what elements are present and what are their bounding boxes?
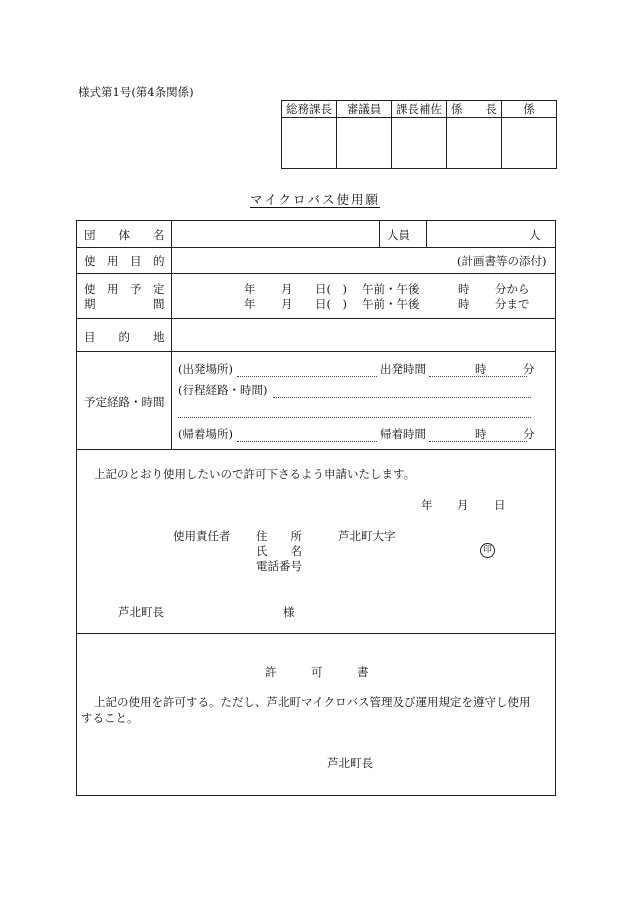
members-divider	[426, 221, 427, 247]
address-value: 芦北町大字	[338, 529, 396, 543]
start-month: 月	[281, 282, 293, 296]
departure-time-label: 出発時間	[380, 362, 426, 376]
stamp-box	[337, 118, 392, 169]
end-ampm: 午前・午後	[362, 297, 420, 311]
group-name-label: 団 体 名	[84, 228, 165, 242]
itinerary-line-2	[178, 417, 531, 418]
form-number: 様式第1号(第4条関係)	[78, 85, 194, 99]
stamp-box	[282, 118, 337, 169]
permit-text-1: 上記の使用を許可する。ただし、芦北町マイクロバス管理及び運用規定を遵守し使用	[94, 695, 531, 709]
application-form	[76, 220, 556, 796]
departure-place-label: (出発場所)	[178, 362, 233, 376]
members-divider	[379, 221, 380, 247]
return-time-label: 帰着時間	[380, 427, 426, 441]
end-minute: 分まで	[495, 297, 530, 311]
stamp-header-councillor: 審議員	[337, 101, 392, 118]
purpose-label: 使 用 目 的	[84, 254, 165, 268]
start-year: 年	[244, 282, 256, 296]
return-minute: 分	[523, 427, 535, 441]
end-month: 月	[281, 297, 293, 311]
stamp-header-staff: 係	[502, 101, 557, 118]
schedule-label-2: 期 間	[84, 297, 165, 311]
responsible-person-label: 使用責任者	[173, 529, 231, 543]
start-ampm: 午前・午後	[362, 282, 420, 296]
application-month: 月	[457, 498, 469, 512]
application-year: 年	[421, 498, 433, 512]
end-day: 日( )	[315, 297, 347, 311]
row-divider	[77, 449, 555, 450]
stamp-header-assistant-chief: 課長補佐	[392, 101, 447, 118]
members-unit: 人	[529, 228, 541, 242]
phone-label: 電話番号	[256, 559, 302, 573]
end-hour: 時	[458, 297, 470, 311]
row-divider	[77, 351, 555, 352]
address-label: 住 所	[256, 529, 302, 543]
return-hour: 時	[475, 427, 487, 441]
row-divider	[77, 318, 555, 319]
name-label: 氏 名	[256, 544, 302, 558]
stamp-box	[392, 118, 447, 169]
schedule-label-1: 使 用 予 定	[84, 282, 165, 296]
start-minute: 分から	[495, 282, 530, 296]
end-year: 年	[244, 297, 256, 311]
row-divider	[77, 633, 555, 634]
stamp-header-general-affairs-chief: 総務課長	[282, 101, 337, 118]
return-place-line	[237, 441, 377, 442]
return-place-label: (帰着場所)	[178, 427, 233, 441]
departure-place-line	[237, 376, 377, 377]
attachment-note: (計画書等の添付)	[457, 254, 547, 268]
application-statement: 上記のとおり使用したいので許可下さるよう申請いたします。	[94, 467, 416, 481]
document-title: マイクロバス使用願	[249, 192, 380, 207]
permit-text-2: すること。	[81, 711, 139, 725]
route-label: 予定経路・時間	[84, 395, 165, 409]
departure-hour: 時	[475, 362, 487, 376]
label-column-divider	[171, 221, 172, 449]
itinerary-label: (行程経路・時間)	[178, 383, 268, 397]
stamp-box	[502, 118, 557, 169]
application-day: 日	[494, 498, 506, 512]
permit-issuer: 芦北町長	[327, 756, 373, 770]
row-divider	[77, 247, 555, 248]
start-day: 日( )	[315, 282, 347, 296]
stamp-header-section-chief: 係 長	[447, 101, 502, 118]
honorific: 様	[283, 605, 295, 619]
addressee: 芦北町長	[118, 605, 164, 619]
seal-mark: 印	[480, 543, 495, 558]
members-label: 人員	[387, 228, 410, 242]
row-divider	[77, 273, 555, 274]
permit-title: 許 可 書	[265, 665, 369, 679]
stamp-box	[447, 118, 502, 169]
approval-stamp-table	[281, 100, 557, 169]
departure-minute: 分	[523, 362, 535, 376]
destination-label: 目 的 地	[84, 330, 165, 344]
start-hour: 時	[458, 282, 470, 296]
itinerary-line	[273, 397, 531, 398]
